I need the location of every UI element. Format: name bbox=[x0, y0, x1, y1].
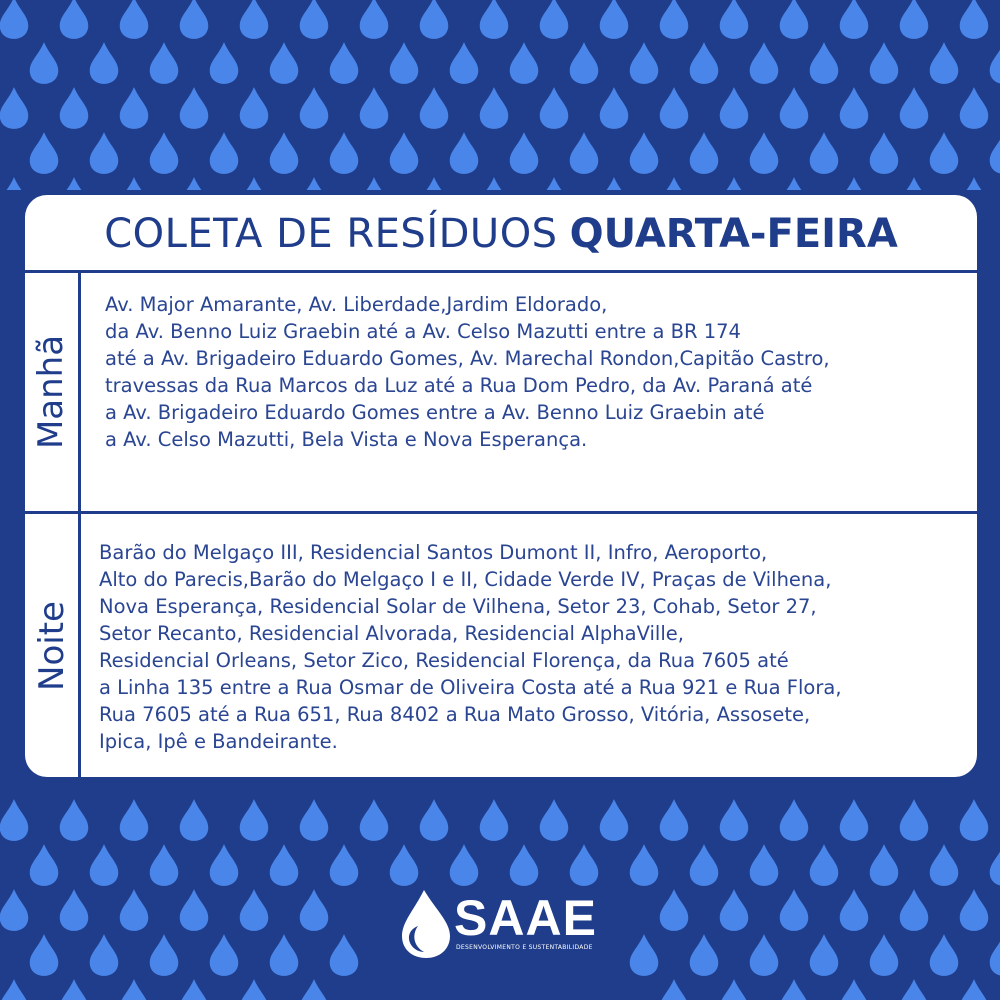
water-drop-icon bbox=[630, 132, 659, 174]
water-drop-icon bbox=[240, 177, 269, 190]
water-drop-icon bbox=[570, 132, 599, 174]
water-drop-icon bbox=[840, 0, 869, 39]
water-drop-icon bbox=[510, 42, 539, 84]
water-drop-icon bbox=[870, 42, 899, 84]
water-drop-icon bbox=[0, 177, 28, 190]
water-drop-icon bbox=[360, 87, 389, 129]
water-drop-icon bbox=[90, 42, 119, 84]
schedule-card bbox=[25, 195, 977, 777]
water-drop-icon bbox=[450, 844, 479, 886]
water-drop-icon bbox=[870, 934, 899, 976]
water-drop-icon bbox=[750, 132, 779, 174]
water-drop-icon bbox=[300, 889, 329, 931]
water-drop-icon bbox=[0, 87, 28, 129]
divider bbox=[25, 270, 977, 273]
water-drop-icon bbox=[150, 844, 179, 886]
water-drop-icon bbox=[900, 979, 929, 1000]
period-label-morning bbox=[25, 273, 78, 511]
water-drop-icon bbox=[660, 87, 689, 129]
water-drop-icon-pattern bbox=[0, 0, 1000, 190]
water-drop-icon bbox=[540, 799, 569, 841]
water-drop-icon bbox=[180, 0, 209, 39]
water-drop-icon bbox=[240, 799, 269, 841]
water-drop-icon bbox=[720, 177, 749, 190]
water-drop-icon bbox=[120, 0, 149, 39]
water-drop-icon bbox=[600, 799, 629, 841]
water-drop-icon bbox=[540, 87, 569, 129]
title-weekday: QUARTA-FEIRA bbox=[569, 211, 898, 257]
water-drop-icon bbox=[420, 87, 449, 129]
water-drop-icon bbox=[480, 0, 509, 39]
water-drop-icon bbox=[150, 132, 179, 174]
water-drop-icon bbox=[750, 42, 779, 84]
water-drop-icon bbox=[360, 799, 389, 841]
water-drop-icon bbox=[540, 0, 569, 39]
period-label-text: Noite bbox=[31, 600, 72, 691]
water-drop-icon bbox=[150, 42, 179, 84]
water-drop-icon bbox=[30, 934, 59, 976]
water-drop-icon bbox=[0, 979, 28, 1000]
water-drop-icon bbox=[0, 889, 28, 931]
water-drop-icon bbox=[840, 177, 869, 190]
water-drop-icon bbox=[720, 0, 749, 39]
water-drop-icon bbox=[30, 132, 59, 174]
water-drop-icon bbox=[900, 0, 929, 39]
water-drop-icon bbox=[570, 42, 599, 84]
water-drop-icon bbox=[180, 979, 209, 1000]
water-drop-icon bbox=[960, 177, 989, 190]
water-drop-icon bbox=[930, 844, 959, 886]
water-drop-icon bbox=[420, 0, 449, 39]
water-drop-icon bbox=[510, 132, 539, 174]
divider bbox=[78, 270, 81, 777]
water-drop-icon bbox=[180, 177, 209, 190]
water-drop-icon bbox=[720, 889, 749, 931]
water-drop-icon bbox=[330, 844, 359, 886]
water-drop-icon bbox=[210, 934, 239, 976]
water-drop-icon bbox=[300, 0, 329, 39]
water-drop-icon bbox=[900, 799, 929, 841]
water-drop-icon bbox=[840, 799, 869, 841]
water-drop-icon bbox=[90, 132, 119, 174]
water-drop-icon bbox=[720, 799, 749, 841]
water-drop-icon bbox=[840, 889, 869, 931]
title-regular: COLETA DE RESÍDUOS bbox=[104, 211, 558, 257]
water-drop-icon bbox=[330, 934, 359, 976]
saae-logo bbox=[400, 888, 600, 960]
water-drop-icon bbox=[150, 934, 179, 976]
water-drop-icon bbox=[600, 177, 629, 190]
water-drop-icon bbox=[420, 799, 449, 841]
water-drop-icon bbox=[240, 979, 269, 1000]
water-drop-icon bbox=[330, 132, 359, 174]
water-drop-icon bbox=[600, 87, 629, 129]
water-drop-icon bbox=[180, 799, 209, 841]
water-drop-icon bbox=[930, 934, 959, 976]
logo-tagline: DESENVOLVIMENTO E SUSTENTABILIDADE bbox=[456, 944, 593, 951]
water-drop-icon bbox=[30, 42, 59, 84]
divider bbox=[25, 511, 977, 514]
water-drop-icon bbox=[690, 844, 719, 886]
logo-name: SAAE bbox=[454, 890, 597, 946]
water-drop-icon bbox=[300, 979, 329, 1000]
water-drop-icon bbox=[960, 799, 989, 841]
water-drop-icon bbox=[630, 42, 659, 84]
water-drop-icon bbox=[270, 42, 299, 84]
water-drop-icon bbox=[960, 87, 989, 129]
water-drop-icon bbox=[990, 844, 1000, 886]
period-label-night bbox=[25, 514, 78, 777]
water-drop-icon bbox=[60, 979, 89, 1000]
water-drop-icon bbox=[390, 132, 419, 174]
water-drop-icon bbox=[480, 799, 509, 841]
water-drop-icon bbox=[120, 979, 149, 1000]
water-drop-icon bbox=[420, 177, 449, 190]
water-drop-icon bbox=[120, 889, 149, 931]
water-drop-icon bbox=[900, 87, 929, 129]
page-title bbox=[25, 195, 977, 273]
water-drop-icon bbox=[480, 177, 509, 190]
water-drop-icon bbox=[720, 979, 749, 1000]
water-drop-icon bbox=[690, 132, 719, 174]
water-drop-icon bbox=[210, 42, 239, 84]
water-drop-icon bbox=[900, 889, 929, 931]
water-drop-icon bbox=[90, 844, 119, 886]
water-drop-icon bbox=[780, 177, 809, 190]
water-drop-icon bbox=[510, 844, 539, 886]
water-drop-icon bbox=[630, 844, 659, 886]
water-drop-icon bbox=[990, 42, 1000, 84]
water-drop-icon bbox=[0, 0, 28, 39]
water-drop-icon bbox=[60, 0, 89, 39]
water-drop-icon bbox=[750, 934, 779, 976]
water-drop-icon bbox=[660, 889, 689, 931]
water-drop-icon bbox=[780, 799, 809, 841]
water-drop-icon bbox=[270, 844, 299, 886]
water-drop-icon bbox=[930, 132, 959, 174]
water-drop-icon bbox=[120, 87, 149, 129]
water-drop-icon bbox=[300, 87, 329, 129]
period-label-text: Manhã bbox=[31, 334, 72, 450]
water-drop-icon bbox=[450, 42, 479, 84]
water-drop-icon bbox=[390, 844, 419, 886]
water-drop-icon bbox=[660, 177, 689, 190]
water-drop-icon bbox=[810, 844, 839, 886]
water-drop-pattern-top bbox=[0, 0, 1000, 190]
water-drop-icon bbox=[60, 889, 89, 931]
water-drop-icon bbox=[870, 132, 899, 174]
water-drop-icon bbox=[810, 934, 839, 976]
water-drop-icon bbox=[330, 42, 359, 84]
water-drop-icon bbox=[210, 844, 239, 886]
water-drop-icon bbox=[900, 177, 929, 190]
water-drop-icon bbox=[60, 799, 89, 841]
water-drop-icon bbox=[240, 889, 269, 931]
water-drop-icon bbox=[720, 87, 749, 129]
water-drop-icon bbox=[300, 799, 329, 841]
water-drop-icon bbox=[360, 177, 389, 190]
water-drop-icon bbox=[60, 87, 89, 129]
water-drop-icon bbox=[810, 42, 839, 84]
water-drop-icon bbox=[780, 87, 809, 129]
water-drop-icon bbox=[240, 0, 269, 39]
water-drop-icon bbox=[990, 132, 1000, 174]
water-drop-icon bbox=[180, 87, 209, 129]
water-drop-icon bbox=[400, 888, 456, 960]
water-drop-icon bbox=[870, 844, 899, 886]
water-drop-icon bbox=[840, 979, 869, 1000]
water-drop-icon bbox=[660, 799, 689, 841]
water-drop-icon bbox=[690, 42, 719, 84]
water-drop-icon bbox=[960, 0, 989, 39]
water-drop-icon bbox=[990, 934, 1000, 976]
water-drop-icon bbox=[390, 42, 419, 84]
morning-neighborhoods: Av. Major Amarante, Av. Liberdade,Jardim Eldorado, da Av. Benno Luiz Graebin até a Av. Celso Mazutti entre a BR 174 até a Av. Brigadeiro Eduardo Gomes, Av. Marechal Rondon,Capitão Castro, travessas da Rua Marcos da Luz até a Rua Dom Pedro, da Av. Paraná até a Av. Brigadeiro Eduardo Gomes entre a Av. Benno Luiz Graebin até a Av. Celso Mazutti, Bela Vista e Nova Esperança. bbox=[105, 293, 830, 451]
water-drop-icon bbox=[840, 87, 869, 129]
water-drop-icon bbox=[690, 934, 719, 976]
water-drop-icon bbox=[90, 934, 119, 976]
water-drop-icon bbox=[780, 0, 809, 39]
water-drop-icon bbox=[960, 979, 989, 1000]
water-drop-icon bbox=[660, 979, 689, 1000]
night-neighborhoods: Barão do Melgaço III, Residencial Santos Dumont II, Infro, Aeroporto, Alto do Parecis,Barão do Melgaço I e II, Cidade Verde IV, Praças de Vilhena, Nova Esperança, Residencial Solar de Vilhena, Setor 23, Cohab, Setor 27, Setor Recanto, Residencial Alvorada, Residencial AlphaVille, Residencial Orleans, Setor Zico, Residencial Florença, da Rua 7605 até a Linha 135 entre a Rua Osmar de Oliveira Costa até a Rua 921 e Rua Flora, Rua 7605 até a Rua 651, Rua 8402 a Rua Mato Grosso, Vitória, Assosete, Ipica, Ipê e Bandeirante. bbox=[99, 541, 842, 753]
water-drop-icon bbox=[480, 87, 509, 129]
water-drop-icon bbox=[540, 177, 569, 190]
water-drop-icon bbox=[60, 177, 89, 190]
water-drop-icon bbox=[780, 979, 809, 1000]
water-drop-icon bbox=[120, 799, 149, 841]
water-drop-icon bbox=[270, 132, 299, 174]
water-drop-icon bbox=[780, 889, 809, 931]
water-drop-icon bbox=[240, 87, 269, 129]
water-drop-icon bbox=[210, 132, 239, 174]
water-drop-icon bbox=[180, 889, 209, 931]
water-drop-icon bbox=[300, 177, 329, 190]
water-drop-icon bbox=[930, 42, 959, 84]
water-drop-icon bbox=[630, 934, 659, 976]
water-drop-icon bbox=[360, 0, 389, 39]
water-drop-icon bbox=[0, 799, 28, 841]
water-drop-icon bbox=[270, 934, 299, 976]
water-drop-icon bbox=[600, 0, 629, 39]
water-drop-icon bbox=[30, 844, 59, 886]
water-drop-icon bbox=[570, 844, 599, 886]
water-drop-icon bbox=[450, 132, 479, 174]
water-drop-icon bbox=[810, 132, 839, 174]
water-drop-icon bbox=[960, 889, 989, 931]
water-drop-icon bbox=[750, 844, 779, 886]
water-drop-icon bbox=[120, 177, 149, 190]
water-drop-icon bbox=[660, 0, 689, 39]
